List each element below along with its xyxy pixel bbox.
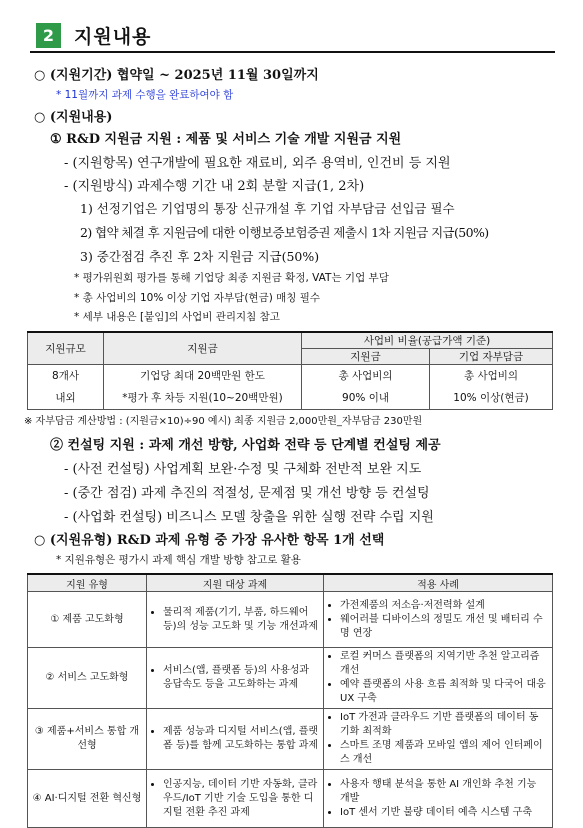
t1-cell: 총 사업비의 xyxy=(430,365,553,388)
t2-case-item: • IoT 센서 기반 불량 데이터 예측 시스템 구축 xyxy=(340,806,548,820)
t2-case-item: • 가전제품의 저소음·저전력화 설계 xyxy=(340,599,548,613)
t2-header-cases: 적용 사례 xyxy=(324,574,553,592)
table-row xyxy=(28,770,553,828)
t1-cell: 10% 이상(현금) xyxy=(430,387,553,410)
t1-cell: 내외 xyxy=(28,387,104,410)
table-row xyxy=(28,648,553,709)
t2-target-text: • 제품 성능과 디지털 서비스(앱, 플랫폼 등)를 함께 고도화하는 통합 과제 xyxy=(163,725,319,753)
t2-case-item: • 스마트 조명 제품과 모바일 앱의 제어 인터페이스 개선 xyxy=(340,739,548,767)
t2-case-item: • 사용자 행태 분석을 통한 AI 개인화 추천 기능 개발 xyxy=(340,778,548,806)
t1-header-grant-ratio: 지원금 xyxy=(302,349,430,365)
method-step-3: 3) 중간점검 추진 후 2차 지원금 지급(50%) xyxy=(80,249,320,264)
support-content-line: ○ (지원내용) xyxy=(34,110,113,125)
t2-target-text: • 물리적 제품(기기, 부품, 하드웨어 등)의 성능 고도화 및 기능 개선과제 xyxy=(163,606,319,634)
t2-type-cell: ④ AI·디지털 전환 혁신형 xyxy=(28,770,147,828)
note-details: * 세부 내용은 [붙임]의 사업비 관리지침 참고 xyxy=(74,311,280,323)
note-evaluation: * 평가위원회 평가를 통해 기업당 최종 지원금 확정, VAT는 기업 부담 xyxy=(74,272,389,284)
section-header xyxy=(30,20,555,54)
support-period-line: ○ (지원기간) 협약일 ~ 2025년 11월 30일까지 xyxy=(34,68,319,83)
t2-target-cell xyxy=(147,592,324,648)
note-self-funding: * 총 사업비의 10% 이상 기업 자부담(현금) 매칭 필수 xyxy=(74,292,321,304)
consulting-biz: - (사업화 컨설팅) 비즈니스 모델 창출을 위한 실행 전략 수립 지원 xyxy=(64,510,434,525)
t1-cell: 기업당 최대 20백만원 한도 xyxy=(104,365,302,388)
t2-cases-cell xyxy=(324,592,553,648)
t2-cases-cell xyxy=(324,648,553,709)
t2-case-item: • IoT 가전과 클라우드 기반 플랫폼의 데이터 동기화 최적화 xyxy=(340,711,548,739)
table-row xyxy=(28,709,553,770)
support-type-note: * 지원유형은 평가시 과제 핵심 개발 방향 참고로 활용 xyxy=(56,554,301,566)
t2-target-cell xyxy=(147,770,324,828)
support-type-line: ○ (지원유형) R&D 과제 유형 중 가장 유사한 항목 1개 선택 xyxy=(34,533,385,548)
t2-target-text: • 서비스(앱, 플랫폼 등)의 사용성과 응답속도 등을 고도화하는 과제 xyxy=(163,664,319,692)
t1-header-self-ratio: 기업 자부담금 xyxy=(430,349,553,365)
t1-cell: 8개사 xyxy=(28,365,104,388)
table-row xyxy=(28,365,553,388)
support-method-line: - (지원방식) 과제수행 기간 내 2회 분할 지급(1, 2차) xyxy=(64,179,365,194)
t2-header-target: 지원 대상 과제 xyxy=(147,574,324,592)
t1-cell: 90% 이내 xyxy=(302,387,430,410)
t1-header-grant: 지원금 xyxy=(104,332,302,365)
consulting-pre: - (사전 컨설팅) 사업계획 보완·수정 및 구체화 전반적 보완 지도 xyxy=(64,462,422,477)
t2-case-item: • 예약 플랫폼의 사용 흐름 최적화 및 다국어 대응 UX 구축 xyxy=(340,678,548,706)
section-title: 지원내용 xyxy=(74,26,152,48)
support-period-note: * 11월까지 과제 수행을 완료하여야 함 xyxy=(56,89,234,101)
t2-case-item: • 로컬 커머스 플랫폼의 지역기반 추천 알고리즘 개선 xyxy=(340,650,548,678)
self-funding-formula: ※ 자부담금 계산방법 : (지원금×10)÷90 예시) 최종 지원금 2,000만원_자부담금 230만원 xyxy=(24,416,423,427)
table-row xyxy=(28,592,553,648)
header-rule xyxy=(30,51,555,53)
t2-target-text: • 인공지능, 데이터 기반 자동화, 클라우드/IoT 기반 기술 도입을 통한 디지털 전환 추진 과제 xyxy=(163,778,319,820)
section-number-badge: 2 xyxy=(36,23,61,48)
t2-target-cell xyxy=(147,709,324,770)
method-step-2: 2) 협약 체결 후 지원금에 대한 이행보증보험증권 제출시 1차 지원금 지급(50%) xyxy=(80,225,489,240)
t1-cell: 총 사업비의 xyxy=(302,365,430,388)
support-type-table xyxy=(27,573,553,828)
t2-type-cell: ③ 제품+서비스 통합 개선형 xyxy=(28,709,147,770)
t2-cases-cell xyxy=(324,770,553,828)
t2-target-cell xyxy=(147,648,324,709)
support-items-line: - (지원항목) 연구개발에 필요한 재료비, 외주 용역비, 인건비 등 지원 xyxy=(64,156,451,171)
t1-header-ratio: 사업비 비율(공급가액 기준) xyxy=(302,332,553,349)
t1-cell: *평가 후 차등 지원(10~20백만원) xyxy=(104,387,302,410)
method-step-1: 1) 선정기업은 기업명의 통장 신규개설 후 기업 자부담금 선입금 필수 xyxy=(80,201,455,216)
support-scale-table xyxy=(27,331,553,410)
consulting-heading: ② 컨설팅 지원 : 과제 개선 방향, 사업화 전략 등 단계별 컨설팅 제공 xyxy=(50,438,441,453)
t2-cases-cell xyxy=(324,709,553,770)
t2-type-cell: ① 제품 고도화형 xyxy=(28,592,147,648)
table-row xyxy=(28,387,553,410)
t2-header-type: 지원 유형 xyxy=(28,574,147,592)
consulting-mid: - (중간 점검) 과제 추진의 적절성, 문제점 및 개선 방향 등 컨설팅 xyxy=(64,486,430,501)
t2-case-item: • 웨어러블 디바이스의 정밀도 개선 및 배터리 수명 연장 xyxy=(340,613,548,641)
t2-type-cell: ② 서비스 고도화형 xyxy=(28,648,147,709)
rnd-grant-heading: ① R&D 지원금 지원 : 제품 및 서비스 기술 개발 지원금 지원 xyxy=(50,132,402,147)
t1-header-scale: 지원규모 xyxy=(28,332,104,365)
